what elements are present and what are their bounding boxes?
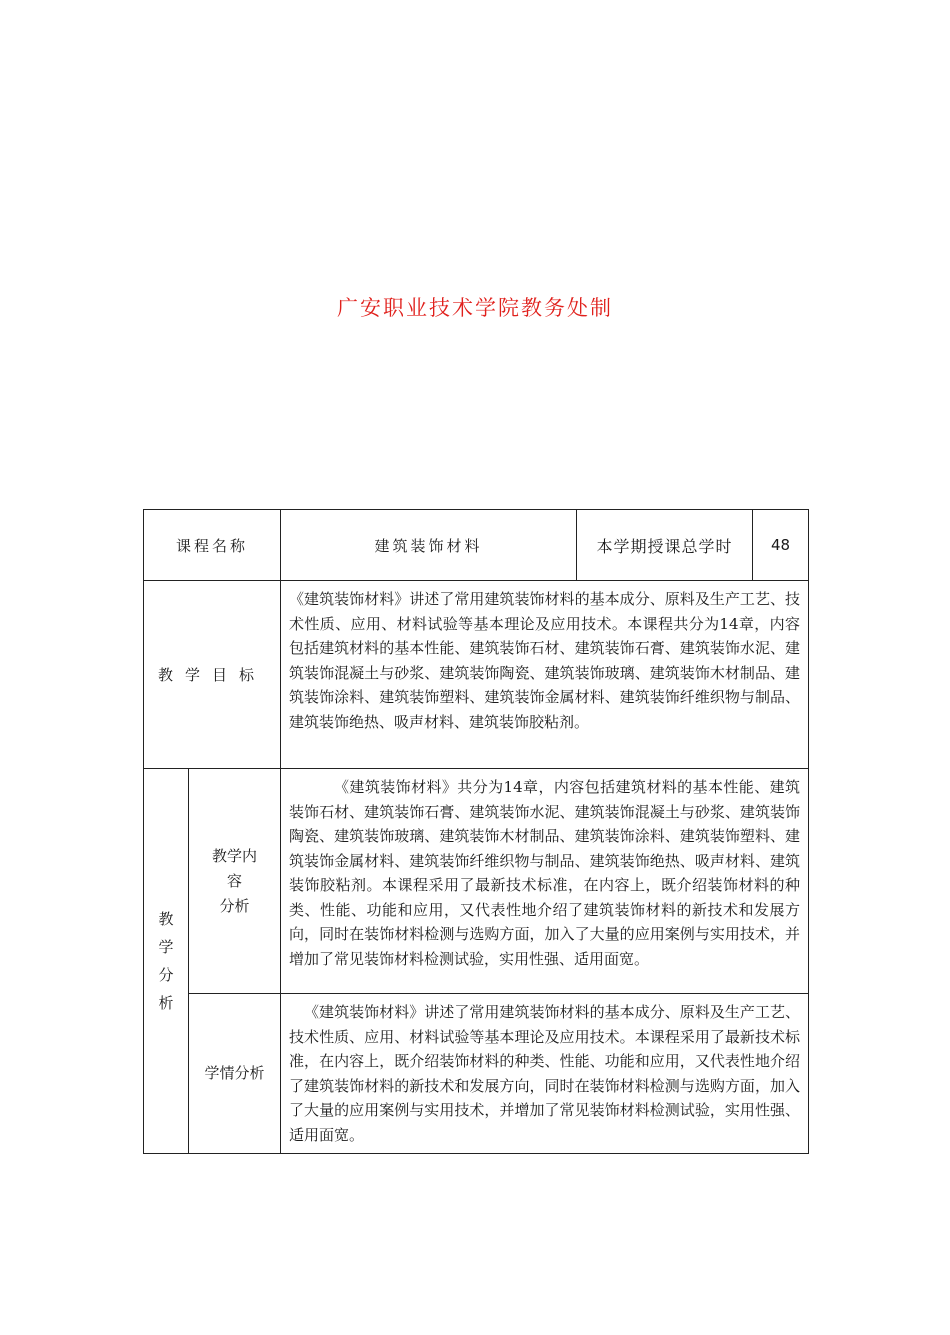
hours-value: 48 xyxy=(753,510,809,581)
course-row xyxy=(144,510,809,581)
content-row xyxy=(144,769,809,994)
course-name-label: 课程名称 xyxy=(144,510,281,581)
course-name-value: 建筑装饰材料 xyxy=(281,510,577,581)
content-label-line2: 分析 xyxy=(219,896,250,915)
goal-text: 《建筑装饰材料》讲述了常用建筑装饰材料的基本成分、原料及生产工艺、技术性质、应用、材料试验等基本理论及应用技术。本课程共分为14章，内容包括建筑材料的基本性能、建筑装饰石材、建筑装饰石膏、建筑装饰水泥、建筑装饰混凝土与砂浆、建筑装饰陶瓷、建筑装饰玻璃、建筑装饰木材制品、建筑装饰涂料、建筑装饰塑料、建筑装饰金属材料、建筑装饰纤维织物与制品、建筑装饰绝热、吸声材料、建筑装饰胶粘剂。 xyxy=(281,581,809,769)
content-analysis-label xyxy=(189,769,281,994)
student-row xyxy=(144,994,809,1154)
content-analysis-text: 《建筑装饰材料》共分为14章，内容包括建筑材料的基本性能、建筑装饰石材、建筑装饰石膏、建筑装饰水泥、建筑装饰混凝土与砂浆、建筑装饰陶瓷、建筑装饰玻璃、建筑装饰木材制品、建筑装饰涂料、建筑装饰塑料、建筑装饰金属材料、建筑装饰纤维织物与制品、建筑装饰绝热、吸声材料、建筑装饰胶粘剂。本课程采用了最新技术标准，在内容上，既介绍装饰材料的种类、性能、功能和应用，又代表性地介绍了建筑装饰材料的新技术和发展方向，同时在装饰材料检测与选购方面，加入了大量的应用案例与实用技术，并增加了常见装饰材料检测试验，实用性强、适用面宽。 xyxy=(281,769,809,994)
hours-label: 本学期授课总学时 xyxy=(577,510,753,581)
content-label-line1: 教学内容 xyxy=(211,846,257,890)
goal-label: 教学目标 xyxy=(144,581,281,769)
student-analysis-text: 《建筑装饰材料》讲述了常用建筑装饰材料的基本成分、原料及生产工艺、技术性质、应用、材料试验等基本理论及应用技术。本课程采用了最新技术标准，在内容上，既介绍装饰材料的种类、性能、功能和应用，又代表性地介绍了建筑装饰材料的新技术和发展方向，同时在装饰材料检测与选购方面，加入了大量的应用案例与实用技术，并增加了常见装饰材料检测试验，实用性强、适用面宽。 xyxy=(281,994,809,1154)
course-info-table xyxy=(143,509,809,1154)
student-analysis-label xyxy=(189,994,281,1154)
goal-row xyxy=(144,581,809,769)
student-label-text: 学情分析 xyxy=(204,1064,265,1082)
analysis-label-text: 教学分析 xyxy=(158,910,174,1012)
office-title: 广安职业技术学院教务处制 xyxy=(337,296,613,320)
analysis-label xyxy=(144,769,189,1154)
